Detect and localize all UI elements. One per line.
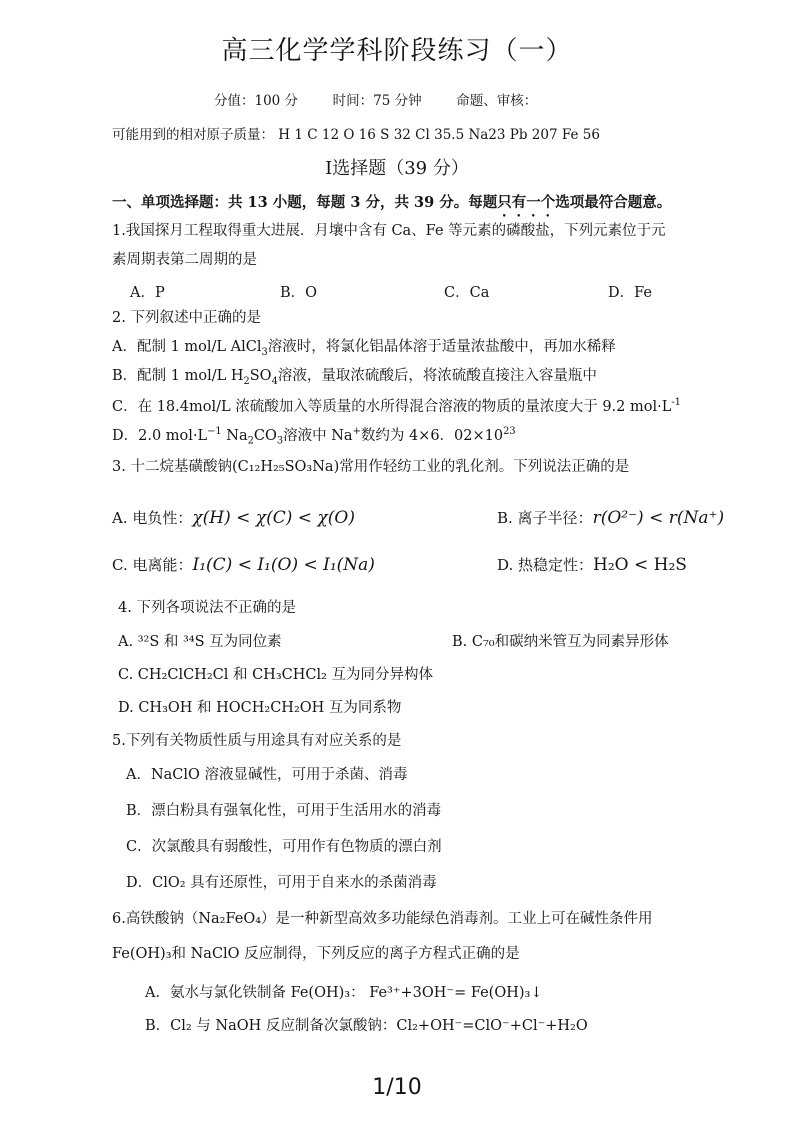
q6-stem-line1: 6.高铁酸钠（Na₂FeO₄）是一种新型高效多功能绿色消毒剂。工业上可在碱性条件用 <box>112 911 653 927</box>
q2-option-a: A．配制 1 mol/L AlCl$_3$溶液时，将氯化铝晶体溶于适量浓盐酸中，再加水稀释 <box>112 339 616 358</box>
q1-option-c: C．Ca <box>444 285 490 301</box>
q3-formula-a: χ(H) < χ(C) < χ(O) <box>192 508 355 528</box>
q1-option-a: A．P <box>130 285 165 301</box>
q3-formula-b: r(O²⁻) < r(Na⁺) <box>592 508 725 528</box>
page-title: 高三化学学科阶段练习（一） <box>221 36 573 66</box>
q4-option-d: D. CH₃OH 和 HOCH₂CH₂OH 互为同系物 <box>118 700 402 716</box>
q3-stem: 3. 十二烷基磺酸钠(C₁₂H₂₅SO₃Na)常用作轻纺工业的乳化剂。下列说法正确的是 <box>112 459 630 475</box>
section-title: Ⅰ选择题（39 分） <box>325 158 469 179</box>
instruction-tail: 选项最符合题意。 <box>555 194 672 211</box>
section-instruction <box>112 194 671 220</box>
q4-option-b: B. C₇₀和碳纳米管互为同素异形体 <box>452 634 669 650</box>
q4-stem: 4. 下列各项说法不正确的是 <box>118 600 296 616</box>
q5-option-c: C．次氯酸具有弱酸性，可用作有色物质的漂白剂 <box>126 839 442 855</box>
q2-stem: 2. 下列叙述中正确的是 <box>112 310 261 326</box>
q1-stem-line1: 1.我国探月工程取得重大进展．月壤中含有 Ca、Fe 等元素的磷酸盐，下列元素位于元 <box>112 223 666 239</box>
q6-option-a: A．氨水与氯化铁制备 Fe(OH)₃： Fe³⁺+3OH⁻= Fe(OH)₃↓ <box>145 985 543 1001</box>
instruction-emphasis: 只有一个 <box>497 194 556 211</box>
q3-stem-formula: C₁₂H₂₅SO₃Na <box>237 459 334 475</box>
exam-meta <box>214 93 537 109</box>
score-info: 分值：100 分 <box>214 93 299 109</box>
q5-option-d: D．ClO₂ 具有还原性，可用于自来水的杀菌消毒 <box>126 875 437 891</box>
q3-formula-c: I₁(C) < I₁(O) < I₁(Na) <box>192 555 375 575</box>
q3-option-c: C. 电离能：I₁(C) < I₁(O) < I₁(Na) <box>112 555 375 575</box>
q5-option-a: A．NaClO 溶液显碱性，可用于杀菌、消毒 <box>126 767 408 783</box>
instruction-main: 一、单项选择题：共 13 小题，每题 3 分，共 39 分。每题 <box>112 194 498 211</box>
time-info: 时间：75 分钟 <box>332 93 422 109</box>
q2-option-d: D．2.0 $mol\cdot L^{-1}$ $Na_2CO_3$溶液中 Na+数约为 4×6．$02\times 10^{23}$ <box>112 426 516 447</box>
q6-option-b: B．Cl₂ 与 NaOH 反应制备次氯酸钠：Cl₂+OH⁻=ClO⁻+Cl⁻+H₂O <box>145 1018 588 1034</box>
q3-formula-d: H₂O < H₂S <box>593 555 687 575</box>
atomic-masses: 可能用到的相对原子质量： H 1 C 12 O 16 S 32 Cl 35.5 Na23 Pb 207 Fe 56 <box>112 127 600 143</box>
q1-option-b: B．O <box>280 285 318 301</box>
q3-option-d: D. 热稳定性：H₂O < H₂S <box>497 555 687 575</box>
q3-option-a: A. 电负性：χ(H) < χ(C) < χ(O) <box>112 508 355 528</box>
q3-option-b: B. 离子半径：r(O²⁻) < r(Na⁺) <box>497 508 725 528</box>
q1-option-d: D．Fe <box>608 285 652 301</box>
q6-stem-line2: Fe(OH)₃和 NaClO 反应制得，下列反应的离子方程式正确的是 <box>112 946 520 962</box>
q1-stem-line2: 素周期表第二周期的是 <box>112 252 257 268</box>
q5-stem: 5.下列有关物质性质与用途具有对应关系的是 <box>112 733 402 749</box>
q5-option-b: B．漂白粉具有强氧化性，可用于生活用水的消毒 <box>126 803 442 819</box>
q2-option-b: B．配制 1 mol/L $H_2SO_4$溶液，量取浓硫酸后，将浓硫酸直接注入容量瓶中 <box>112 368 597 387</box>
q4-option-a: A. ³²S 和 ³⁴S 互为同位素 <box>118 634 282 650</box>
page-number: 1/10 <box>372 1075 422 1100</box>
q2-option-c: C．在 18.4mol/L 浓硫酸加入等质量的水所得混合溶液的物质的量浓度大于 9.2 $mol\cdot L^{-1}$ <box>112 397 681 415</box>
q4-option-c: C. CH₂ClCH₂Cl 和 CH₃CHCl₂ 互为同分异构体 <box>118 667 434 683</box>
author-info: 命题、审核： <box>456 93 538 109</box>
